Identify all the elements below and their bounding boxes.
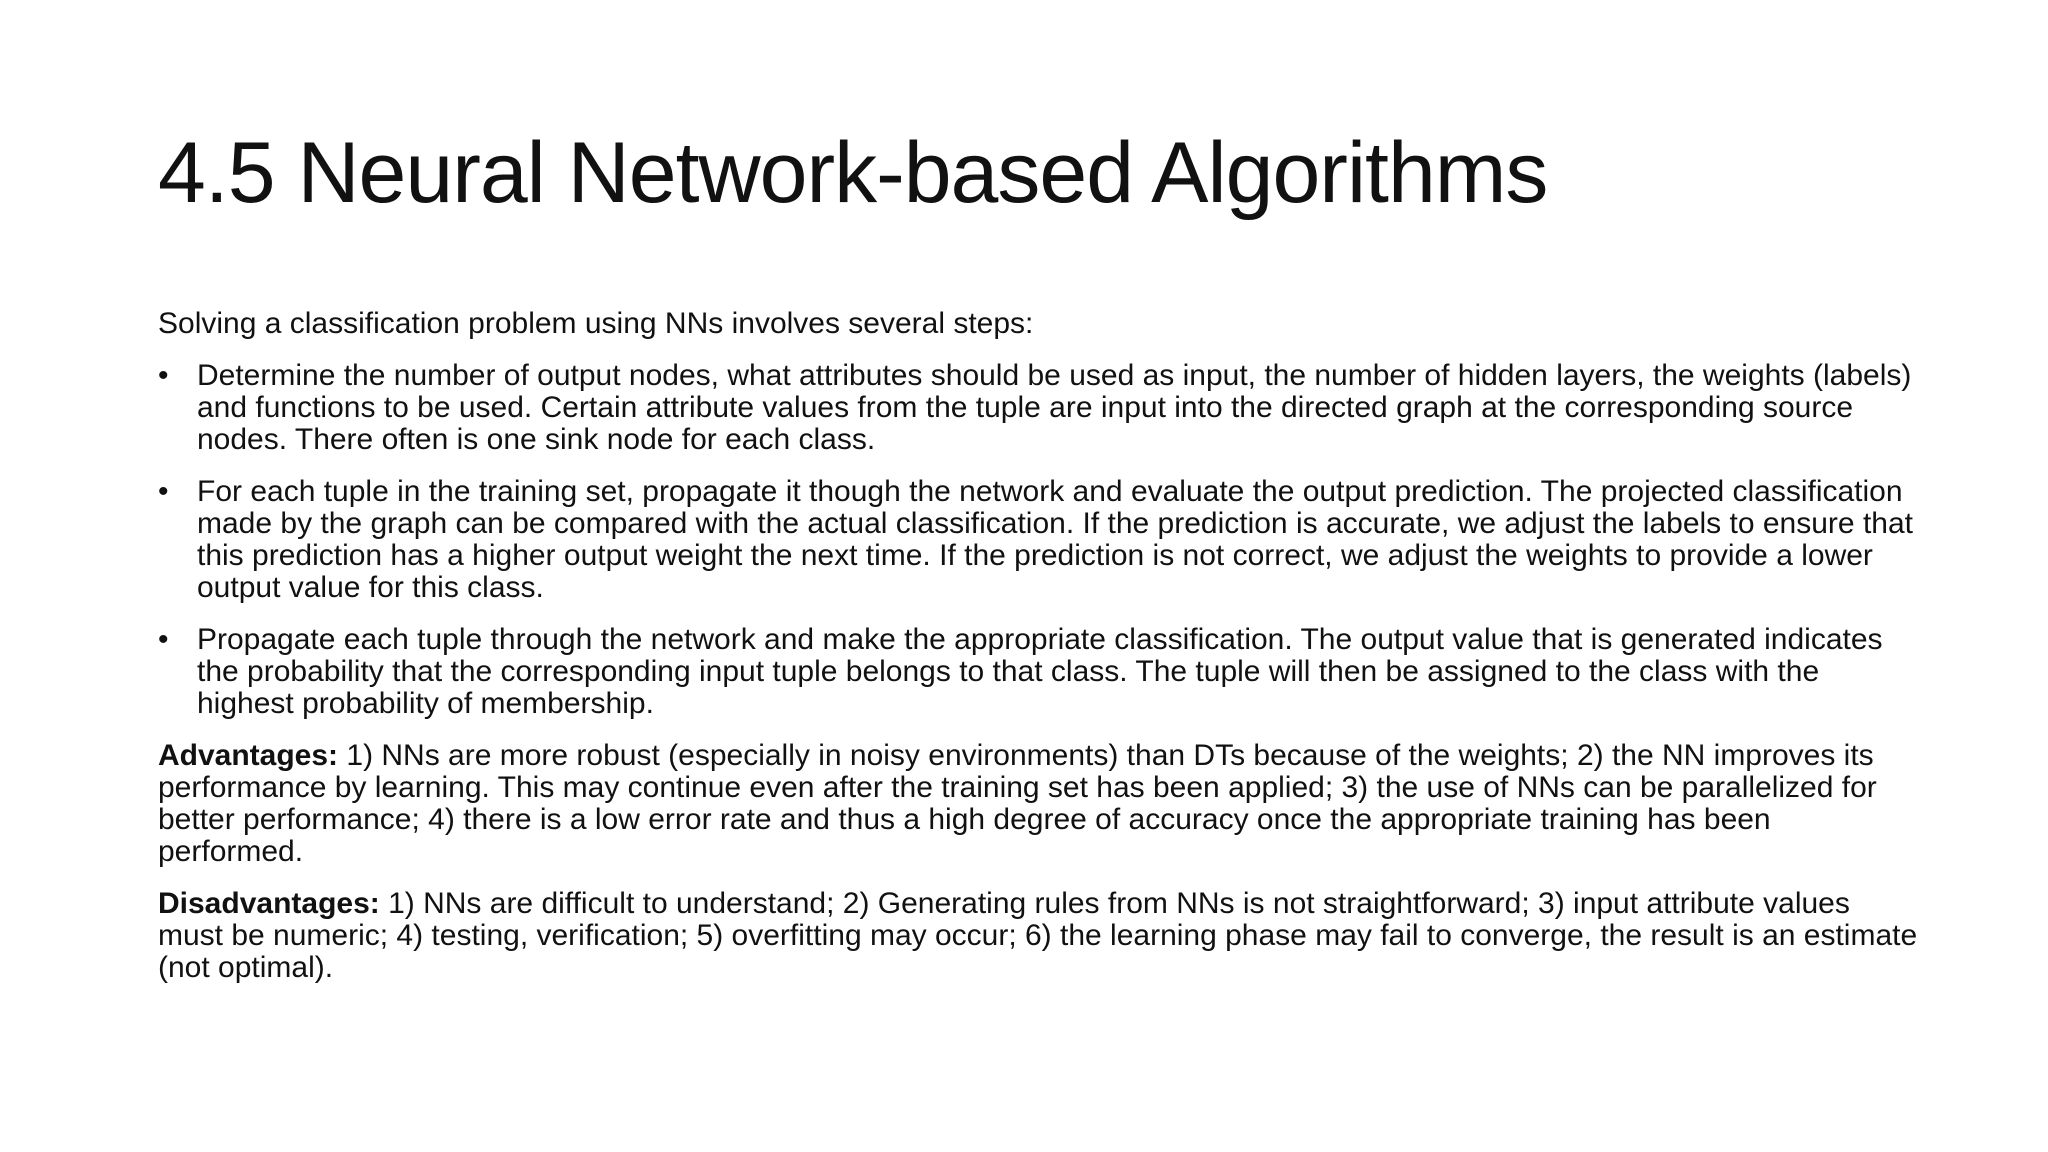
list-item [158, 360, 1918, 456]
steps-list [158, 360, 1918, 720]
slide-title: 4.5 Neural Network-based Algorithms [158, 125, 1548, 221]
bullet-text: Determine the number of output nodes, what attributes should be used as input, the number of hidden layers, the weights (labels) and functions to be used. Certain attribute values from the tuple are input into the directed graph at the corresponding source nodes. There often is one sink node for each class. [197, 359, 1912, 456]
list-item [158, 476, 1918, 604]
bullet-text: For each tuple in the training set, propagate it though the network and evaluate the output prediction. The projected classification made by the graph can be compared with the actual classification. If the prediction is accurate, we adjust the labels to ensure that this prediction has a higher output weight the next time. If the prediction is not correct, we adjust the weights to provide a lower output value for this class. [197, 475, 1913, 604]
intro-text: Solving a classification problem using NNs involves several steps: [158, 307, 1034, 340]
advantages-text: 1) NNs are more robust (especially in noisy environments) than DTs because of the weights; 2) the NN improves its performance by learning. This may continue even after the training set has been applied; 3) the use of NNs can be parallelized for better performance; 4) there is a low error rate and thus a high degree of accuracy once the appropriate training has been performed. [158, 739, 1877, 868]
bullet-icon: • [158, 359, 169, 392]
disadvantages-paragraph [158, 888, 1918, 984]
bullet-text: Propagate each tuple through the network and make the appropriate classification. The output value that is generated indicates the probability that the corresponding input tuple belongs to that class. The tuple will then be assigned to the class with the highest probability of membership. [197, 623, 1883, 720]
disadvantages-text: 1) NNs are difficult to understand; 2) Generating rules from NNs is not straightforward; 3) input attribute values must be numeric; 4) testing, verification; 5) overfitting may occur; 6) the learning phase may fail to converge, the result is an estimate (not optimal). [158, 887, 1918, 984]
bullet-icon: • [158, 475, 169, 508]
advantages-label: Advantages: [158, 739, 339, 772]
advantages-paragraph [158, 740, 1918, 868]
list-item [158, 624, 1918, 720]
disadvantages-label: Disadvantages: [158, 887, 380, 920]
bullet-icon: • [158, 623, 169, 656]
slide-body [158, 308, 1918, 1004]
